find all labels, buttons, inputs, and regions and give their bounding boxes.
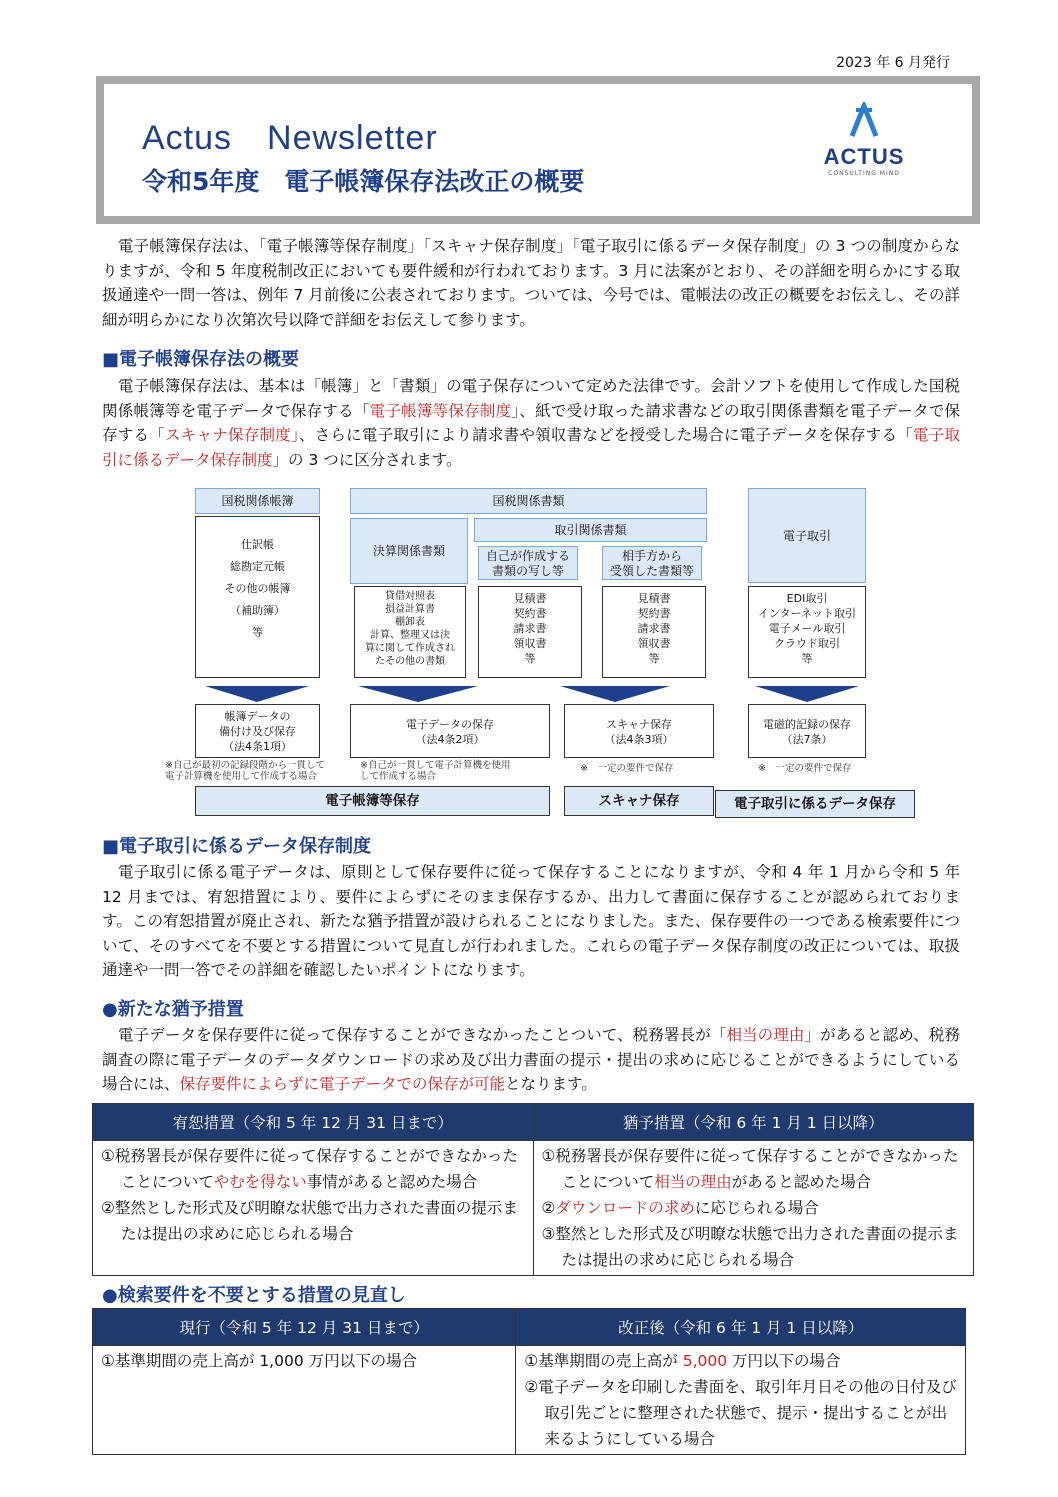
down-arrow-icon xyxy=(205,686,309,702)
section-heading-search: ●検索要件を不要とする措置の見直し xyxy=(102,1285,406,1306)
note-scanner: ※ 一定の要件で保存 xyxy=(580,763,674,774)
issue-date: 2023 年 6 月発行 xyxy=(836,55,950,71)
down-arrow-icon xyxy=(560,686,670,702)
table-cell xyxy=(533,1141,974,1276)
ecommerce-paragraph: 電子取引に係る電子データは、原則として保存要件に従って保存することになりますが、令和 4 年 1 月から令和 5 年 12 月までは、宥恕措置により、要件によらずにそのまま保存するか、出力して書面に保存することが認められております。この宥恕措置が廃止され、新たな猶予措置が設けられることになりました。また、保存要件の一つである検索要件について、そのすべてを不要とする措置について見直しが行われました。これらの電子データ保存制度の改正については、取扱通達や一問一答でその詳細を確認したいポイントになります。 xyxy=(102,863,960,979)
bar-ledger-storage: 電子帳簿等保存 xyxy=(195,786,550,816)
law-structure-diagram xyxy=(160,484,920,820)
note-ecommerce: ※ 一定の要件で保存 xyxy=(758,763,852,774)
settlement-docs-list: 貸借対照表 損益計算書 棚卸表 計算、整理又は決 算に関して作成され たその他の書類 xyxy=(354,586,466,678)
down-arrow-icon xyxy=(358,686,478,702)
newsletter-title: Actus Newsletter xyxy=(142,119,438,157)
table-header: 改正後（令和 6 年 1 月 1 日以降） xyxy=(516,1309,966,1346)
list-item: ①基準期間の売上高が 5,000 万円以下の場合 xyxy=(524,1352,841,1370)
bar-scanner-storage: スキャナ保存 xyxy=(564,786,714,816)
list-item: ①基準期間の売上高が 1,000 万円以下の場合 xyxy=(101,1352,418,1370)
documents-header: 国税関係書類 xyxy=(350,488,707,514)
list-item: ①税務署長が保存要件に従って保存することができなかったことについて相当の理由があると認めた場合 xyxy=(541,1147,959,1191)
ledger-item: 仕訳帳 xyxy=(241,538,274,551)
ledger-list xyxy=(195,516,320,678)
self-made-docs-header: 自己が作成する 書類の写し等 xyxy=(478,546,578,580)
table-header: 現行（令和 5 年 12 月 31 日まで） xyxy=(93,1309,516,1346)
note-ledger: ※自己が最初の記録段階から一貫して 電子計算機を使用して作成する場合 xyxy=(165,760,325,782)
intro-paragraph: 電子帳簿保存法は、「電子帳簿等保存制度」「スキャナ保存制度」「電子取引に係るデータ保存制度」の 3 つの制度からなりますが、令和 5 年度税制改正においても要件緩和が行われております。3 月に法案がとおり、その詳細を明らかにする取扱通達や一問一答は、例年 7 月前後に公表されております。ついては、今号では、電帳法の改正の概要をお伝えし、その詳細が明らかになり次第次号以降で詳細をお伝えして参ります。 xyxy=(102,237,960,329)
self-docs-list: 見積書 契約書 請求書 領収書 等 xyxy=(478,586,582,678)
output-electromagnetic: 電磁的記録の保存 （法7条） xyxy=(748,704,866,758)
section-heading-grace: ●新たな猶予措置 xyxy=(102,999,244,1020)
ecommerce-header: 電子取引 xyxy=(748,488,866,583)
overview-paragraph: 電子帳簿保存法は、基本は「帳簿」と「書類」の電子保存について定めた法律です。会計ソフトを使用して作成した国税関係帳簿等を電子データで保存する「電子帳簿等保存制度」、紙で受け取った請求書などの取引関係書類を電子データで保存する「スキャナ保存制度」、さらに電子取引により請求書や領収書などを授受した場合に電子データを保存する「電子取引に係るデータ保存制度」の 3 つに区分されます。 xyxy=(102,377,960,469)
table-cell xyxy=(93,1346,516,1455)
list-item: ①税務署長が保存要件に従って保存することができなかったことについてやむを得ない事情があると認めた場合 xyxy=(101,1147,518,1191)
list-item: ②電子データを印刷した書面を、取引年月日その他の日付及び取引先ごとに整理された状態で、提示・提出することが出来るようにしている場合 xyxy=(524,1378,957,1448)
table-header: 猶予措置（令和 6 年 1 月 1 日以降） xyxy=(533,1104,974,1141)
list-item: ②整然とした形式及び明瞭な状態で出力された書面の提示または提出の求めに応じられる場合 xyxy=(101,1199,518,1243)
logo-tagline: CONSULTING MIND xyxy=(828,170,900,177)
newsletter-header xyxy=(96,76,980,224)
bar-ecommerce-storage: 電子取引に係るデータ保存 xyxy=(715,790,915,818)
ledger-item: 等 xyxy=(252,626,263,639)
table-header: 宥恕措置（令和 5 年 12 月 31 日まで） xyxy=(93,1104,534,1141)
table-cell xyxy=(93,1141,534,1276)
output-electronic-data: 電子データの保存 （法4条2項） xyxy=(350,704,550,758)
received-docs-header: 相手方から 受領した書類等 xyxy=(602,546,702,580)
ledger-item: その他の帳簿 xyxy=(224,582,291,595)
actus-logo-icon xyxy=(844,102,884,140)
list-item: ③整然とした形式及び明瞭な状態で出力された書面の提示または提出の求めに応じられる場合 xyxy=(541,1225,959,1269)
transaction-docs-header: 取引関係書類 xyxy=(474,518,707,542)
search-comparison-table xyxy=(92,1308,966,1455)
ledger-item: （補助簿） xyxy=(230,604,285,617)
note-electronic: ※自己が一貫して電子計算機を使用 して作成する場合 xyxy=(360,760,511,782)
list-item: ②ダウンロードの求めに応じられる場合 xyxy=(541,1199,819,1217)
ledger-header: 国税関係帳簿 xyxy=(195,488,320,514)
ledger-item: 総勘定元帳 xyxy=(230,560,285,573)
output-ledger-data: 帳簿データの 備付け及び保存 （法4条1項） xyxy=(195,704,320,758)
grace-comparison-table xyxy=(92,1103,974,1276)
newsletter-subtitle: 令和5年度 電子帳簿保存法改正の概要 xyxy=(142,167,585,196)
output-scanner: スキャナ保存 （法4条3項） xyxy=(564,704,714,758)
ecommerce-list: EDI取引 インターネット取引 電子メール取引 クラウド取引 等 xyxy=(748,586,866,678)
settlement-docs-header: 決算関係書類 xyxy=(350,518,468,584)
table-cell xyxy=(516,1346,966,1455)
logo-wordmark: ACTUS xyxy=(823,144,905,169)
received-docs-list: 見積書 契約書 請求書 領収書 等 xyxy=(602,586,706,678)
down-arrow-icon xyxy=(755,686,859,702)
actus-logo xyxy=(804,102,924,202)
section-heading-ecommerce: ■電子取引に係るデータ保存制度 xyxy=(102,836,372,857)
grace-paragraph: 電子データを保存要件に従って保存することができなかったことついて、税務署長が「相当の理由」があると認め、税務調査の際に電子データのデータダウンロードの求め及び出力書面の提示・提出の求めに応じることができるようにしている場合には、保存要件によらずに電子データでの保存が可能となります。 xyxy=(102,1026,960,1093)
section-heading-overview: ■電子帳簿保存法の概要 xyxy=(102,349,300,370)
